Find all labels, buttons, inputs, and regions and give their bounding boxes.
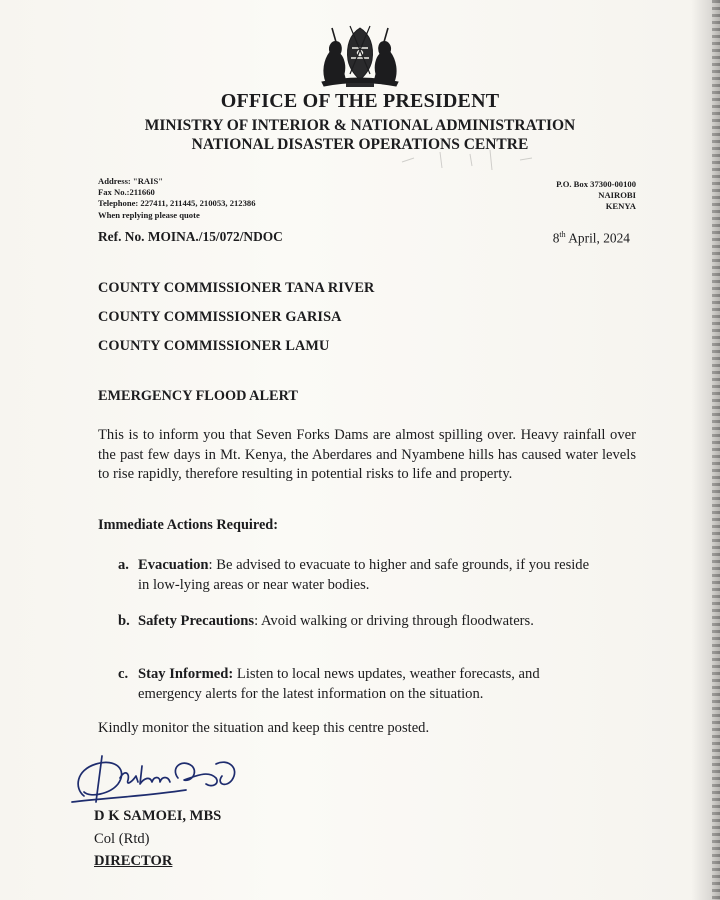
subject-heading: EMERGENCY FLOOD ALERT (98, 388, 298, 404)
city-line: NAIROBI (598, 190, 636, 201)
action-text: : Be advised to evacuate to higher and safe grounds, if you reside (208, 557, 590, 573)
scan-edge (712, 0, 720, 900)
action-item (118, 612, 636, 632)
signatory-rank: Col (Rtd) (94, 831, 150, 847)
action-text-cont: in low-lying areas or near water bodies. (138, 576, 370, 593)
office-heading: OFFICE OF THE PRESIDENT (220, 90, 500, 112)
signatory-name: D K SAMOEI, MBS (94, 808, 222, 824)
telephone-line: Telephone: 227411, 211445, 210053, 212386 (98, 198, 256, 209)
ministry-heading: MINISTRY OF INTERIOR & NATIONAL ADMINISTRATION (144, 117, 576, 134)
reference-number: Ref. No. MOINA./15/072/NDOC (98, 229, 283, 244)
quote-line: When replying please quote (98, 209, 200, 220)
scan-smudge (400, 148, 580, 172)
country-line: KENYA (605, 201, 636, 212)
action-letter: a. (118, 557, 129, 573)
recipient-line: COUNTY COMMISSIONER GARISA (98, 309, 342, 325)
centre-heading: NATIONAL DISASTER OPERATIONS CENTRE (191, 136, 529, 153)
action-text: : Avoid walking or driving through floodwaters. (254, 613, 534, 629)
handwritten-signature (66, 748, 256, 810)
action-letter: c. (118, 666, 129, 682)
coat-of-arms-emblem (312, 22, 408, 90)
action-text: Listen to local news updates, weather forecasts, and (233, 666, 540, 682)
address-line: Address: "RAIS" (98, 176, 164, 186)
letter-date (553, 230, 630, 246)
action-item (118, 556, 636, 595)
action-heading: Safety Precautions (138, 613, 255, 629)
date-day: 8 (552, 230, 560, 246)
action-heading: Evacuation (138, 557, 209, 573)
recipient-line: COUNTY COMMISSIONER LAMU (98, 338, 330, 354)
body-paragraph: This is to inform you that Seven Forks Dams are almost spilling over. Heavy rainfall over the past few days in Mt. Kenya, the Aberdares and Nyambene hills has caused water levels to rise rapidly, therefore resulting in potential risks to life and property. (98, 427, 636, 483)
actions-heading: Immediate Actions Required: (98, 517, 279, 533)
recipient-line: COUNTY COMMISSIONER TANA RIVER (98, 280, 375, 296)
date-suffix: th (559, 230, 566, 239)
po-box-line: P.O. Box 37300-00100 (556, 179, 636, 189)
closing-line: Kindly monitor the situation and keep this centre posted. (98, 720, 430, 736)
po-box-block (556, 179, 636, 213)
action-text-cont: emergency alerts for the latest information on the situation. (138, 685, 484, 702)
action-letter: b. (118, 613, 130, 629)
address-block (98, 176, 256, 221)
fax-line: Fax No.:211660 (98, 187, 155, 198)
date-rest: April, 2024 (565, 230, 630, 246)
action-heading: Stay Informed: (138, 666, 234, 682)
action-item (118, 665, 636, 704)
signatory-title: DIRECTOR (94, 853, 173, 869)
